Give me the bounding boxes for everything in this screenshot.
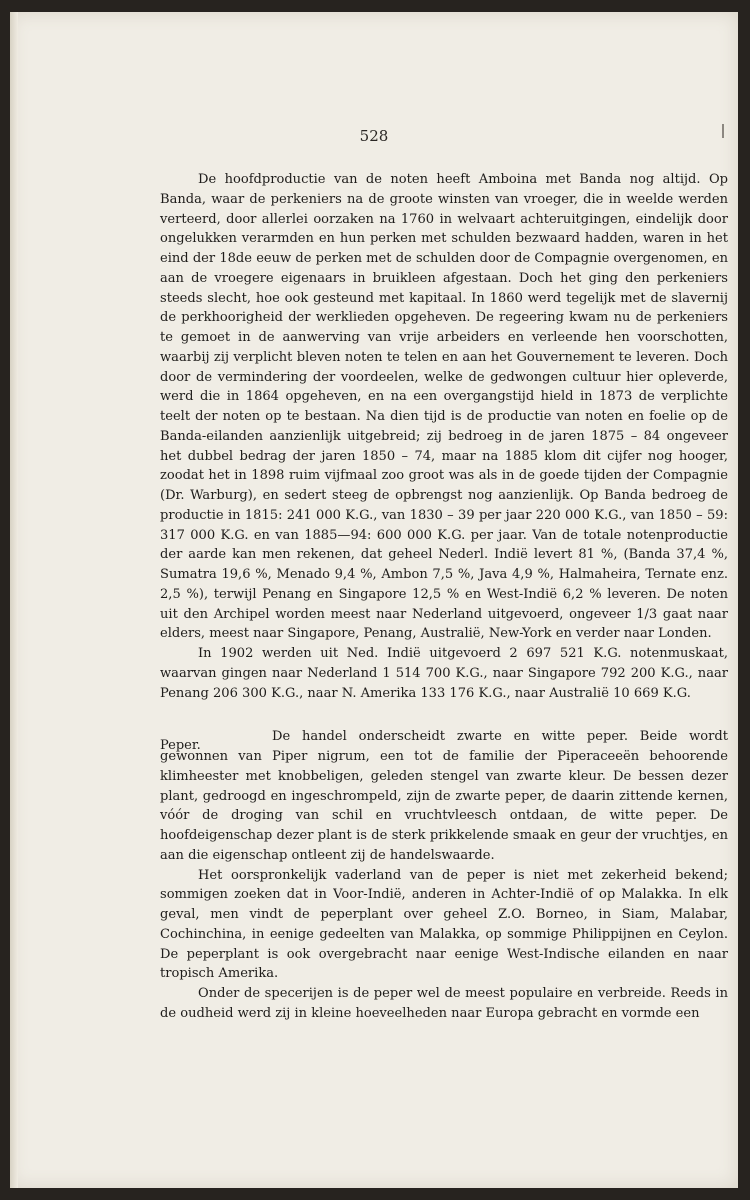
paragraph-pepper-intro: De handel onderscheidt zwarte en witte peper. Beide wordt gewonnen van Piper nigrum, een tot de familie der Piperaceeën behoorende klimheester met knobbeligen, geleden stengel van zwarte kleur. De bessen dezer plant, gedroogd en ingeschrompeld, zijn de zwarte peper, de daarin zittende kernen, vóór de droging van schil en vruchtvleesch ontdaan, de witte peper. De hoofdeigenschap dezer plant is de sterk prikkelende smaak en geur der vruchtjes, en aan die eigenschap ontleent zij de handelswaarde. (160, 729, 728, 863)
section-pepper (160, 727, 728, 865)
section-gap (160, 703, 728, 727)
paragraph-pepper-trade: Onder de specerijen is de peper wel de meest populaire en verbreide. Reeds in de oudheid werd zij in kleine hoeveelheden naar Europa gebracht en vormde een (160, 986, 728, 1021)
book-page (10, 12, 738, 1188)
paragraph-nutmeg-history: De hoofdproductie van de noten heeft Amboina met Banda nog altijd. Op Banda, waar de perkeniers na de groote winsten van vroeger, die in weelde werden verteerd, door allerlei oorzaken na 1760 in welvaart achteruitgingen, eindelijk door ongelukken verarmden en hun perken met schulden bezwaard hadden, waren in het eind der 18de eeuw de perken met de schulden door de Compagnie overgenomen, en aan de vroegere eigenaars in bruikleen afgestaan. Doch het ging den perkeniers steeds slecht, hoe ook gesteund met kapitaal. In 1860 werd tegelijk met de slavernij de perkhoorigheid der werklieden opgeheven. De regeering kwam nu de perkeniers te gemoet in de aanwerving van vrije arbeiders en verleende hen voorschotten, waarbij zij verplicht bleven noten te telen en aan het Gouvernement te leveren. Doch door de vermindering der voordeelen, welke de gedwongen cultuur hier opleverde, werd die in 1864 opgeheven, en na een overgangstijd hield in 1873 de verplichte teelt der noten op te bestaan. Na dien tijd is de productie van noten en foelie op de Banda-eilanden aanzienlijk uitgebreid; zij bedroeg in de jaren 1875 – 84 ongeveer het dubbel bedrag der jaren 1850 – 74, maar na 1885 klom dit cijfer nog hooger, zoodat het in 1898 ruim vijfmaal zoo groot was als in de goede tijden der Compagnie (Dr. Warburg), en sedert steeg de opbrengst nog aanzienlijk. Op Banda bedroeg de productie in 1815: 241 000 K.G., van 1830 – 39 per jaar 220 000 K.G., van 1850 – 59: 317 000 K.G. en van 1885—94: 600 000 K.G. per jaar. Van de totale notenproductie der aarde kan men rekenen, dat geheel Nederl. Indië levert 81 %, (Banda 37,4 %, Sumatra 19,6 %, Menado 9,4 %, Ambon 7,5 %, Java 4,9 %, Halmaheira, Ternate enz. 2,5 %), terwijl Penang en Singapore 12,5 % en West-Indië 6,2 % leveren. De noten uit den Archipel worden meest naar Nederland uitgevoerd, ongeveer 1/3 gaat naar elders, meest naar Singapore, Penang, Australië, New-York en verder naar Londen. (160, 172, 728, 642)
body-text (160, 170, 728, 1024)
paragraph-nutmeg-export: In 1902 werden uit Ned. Indië uitgevoerd 2 697 521 K.G. notenmuskaat, waarvan gingen naar Nederland 1 514 700 K.G., naar Singapore 792 200 K.G., naar Penang 206 300 K.G., naar N. Amerika 133 176 K.G., naar Australië 10 669 K.G. (160, 646, 728, 701)
page-number: 528 (359, 127, 389, 145)
paragraph-pepper-origin: Het oorspronkelijk vaderland van de peper is niet met zekerheid bekend; sommigen zoeken dat in Voor-Indië, anderen in Achter-Indië of op Malakka. In elk geval, men vindt de peperplant over geheel Z.O. Borneo, in Siam, Malabar, Cochinchina, in eenige gedeelten van Malakka, op sommige Philippijnen en Ceylon. De peperplant is ook overgebracht naar eenige West-Indische eilanden en naar tropisch Amerika. (160, 867, 728, 982)
side-heading-peper: Peper. (160, 738, 201, 754)
page-edge (10, 12, 18, 1188)
